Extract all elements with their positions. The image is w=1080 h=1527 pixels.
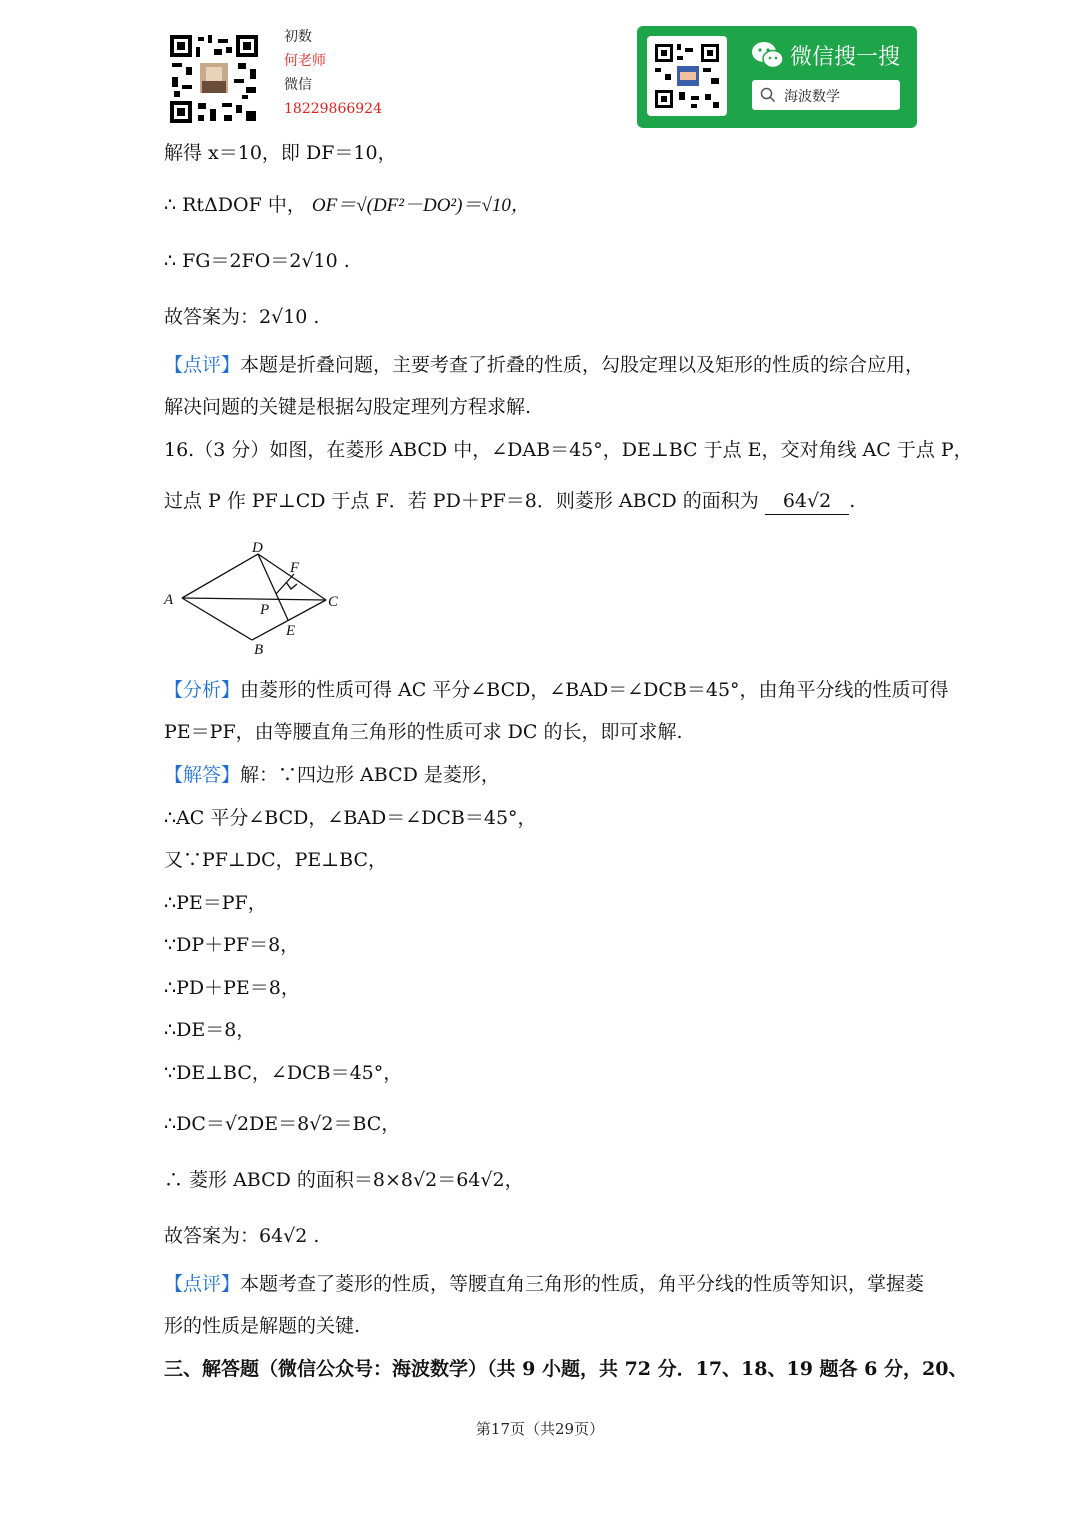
analysis-tag: 【分析】 — [164, 679, 241, 701]
text-line-2-prefix: ∴ RtΔDOF 中， — [164, 194, 306, 216]
comment-2-line-b: 形的性质是解题的关键. — [164, 1315, 361, 1337]
question-16-answer-blank: 64√2 — [765, 488, 849, 515]
right-angle-mark — [286, 582, 297, 589]
analysis-line-a — [164, 677, 949, 703]
side-BA — [182, 598, 252, 640]
comment-1-text-a: 本题是折叠问题，主要考查了折叠的性质，勾股定理以及矩形的性质的综合应用， — [240, 354, 925, 376]
text-line-1: 解得 x＝10，即 DF＝10， — [164, 142, 397, 164]
text-line-3: ∴ FG＝2FO＝2√10 . — [164, 250, 350, 272]
text-line-2 — [164, 192, 530, 219]
solution-step: ∴PE＝PF， — [164, 892, 267, 914]
comment-2-line-a — [164, 1271, 924, 1297]
qr-code-image — [168, 33, 260, 125]
label-B: B — [254, 642, 264, 658]
banner-qr-code — [647, 36, 727, 116]
segment-PF — [276, 574, 294, 594]
answer-line-first — [164, 762, 500, 788]
comment-1-line-a — [164, 352, 924, 378]
solution-step: 故答案为：64√2 . — [164, 1225, 320, 1247]
contact-line-wechat: 微信 — [284, 77, 312, 93]
answer-text-first: 解：∵四边形 ABCD 是菱形， — [240, 764, 500, 786]
solution-step: ∴DC＝√2DE＝8√2＝BC， — [164, 1113, 401, 1135]
text-line-4: 故答案为：2√10 . — [164, 306, 320, 328]
comment-1-line-b: 解决问题的关键是根据勾股定理列方程求解. — [164, 396, 532, 418]
label-C: C — [328, 594, 339, 610]
analysis-line-b: PE＝PF，由等腰直角三角形的性质可求 DC 的长，即可求解. — [164, 721, 683, 743]
contact-info — [284, 25, 382, 121]
solution-step: ∴AC 平分∠BCD，∠BAD＝∠DCB＝45°， — [164, 807, 537, 829]
solution-step: ∴PD＋PE＝8， — [164, 977, 300, 999]
comment-2-text-a: 本题考查了菱形的性质，等腰直角三角形的性质，角平分线的性质等知识，掌握菱 — [240, 1273, 925, 1295]
label-D: D — [252, 540, 263, 556]
solution-step: ∴ 菱形 ABCD 的面积＝8×8√2＝64√2， — [164, 1169, 524, 1191]
contact-line-phone: 18229866924 — [284, 101, 382, 117]
wechat-search-text: 海波数学 — [784, 89, 840, 105]
page-footer: 第17页（共29页） — [475, 1420, 605, 1438]
text-line-2-math: OF＝√(DF²－DO²)＝√10， — [311, 195, 530, 216]
search-icon — [760, 87, 776, 103]
wechat-logo-icon — [751, 40, 785, 70]
section-3-heading: 三、解答题（微信公众号：海波数学）（共 9 小题，共 72 分．17、18、19 题各 6 分，20、 — [164, 1358, 968, 1380]
comment-2-tag: 【点评】 — [164, 1273, 241, 1295]
label-P: P — [260, 602, 270, 618]
question-16-line-b: 过点 P 作 PF⊥CD 于点 F．若 PD＋PF＝8．则菱形 ABCD 的面积为 64√2 . — [164, 488, 855, 515]
label-E: E — [286, 623, 296, 639]
wechat-search-banner[interactable] — [637, 26, 917, 128]
solution-step: 又∵PF⊥DC，PE⊥BC， — [164, 849, 387, 871]
solution-step: ∵DP＋PF＝8， — [164, 934, 300, 956]
wechat-search-box[interactable] — [752, 80, 900, 110]
wechat-search-title: 微信搜一搜 — [790, 45, 901, 70]
solution-step: ∴DE＝8， — [164, 1019, 256, 1041]
rhombus-figure — [160, 536, 350, 658]
contact-line-teacher: 何老师 — [284, 53, 326, 69]
question-16-line-a: 16.（3 分）如图，在菱形 ABCD 中，∠DAB＝45°，DE⊥BC 于点 E，交对角线 AC 于点 P， — [164, 439, 973, 461]
question-16-text-b: 过点 P 作 PF⊥CD 于点 F．若 PD＋PF＝8．则菱形 ABCD 的面积为 — [164, 490, 759, 512]
solution-step: ∵DE⊥BC，∠DCB＝45°， — [164, 1062, 403, 1084]
label-F: F — [290, 560, 300, 576]
diagonal-AC — [182, 598, 326, 600]
analysis-text-a: 由菱形的性质可得 AC 平分∠BCD，∠BAD＝∠DCB＝45°，由角平分线的性质可得 — [240, 679, 949, 701]
label-A: A — [164, 592, 174, 608]
comment-1-tag: 【点评】 — [164, 354, 241, 376]
answer-tag: 【解答】 — [164, 764, 241, 786]
contact-line-subject: 初数 — [284, 29, 312, 45]
side-AD — [182, 554, 258, 598]
